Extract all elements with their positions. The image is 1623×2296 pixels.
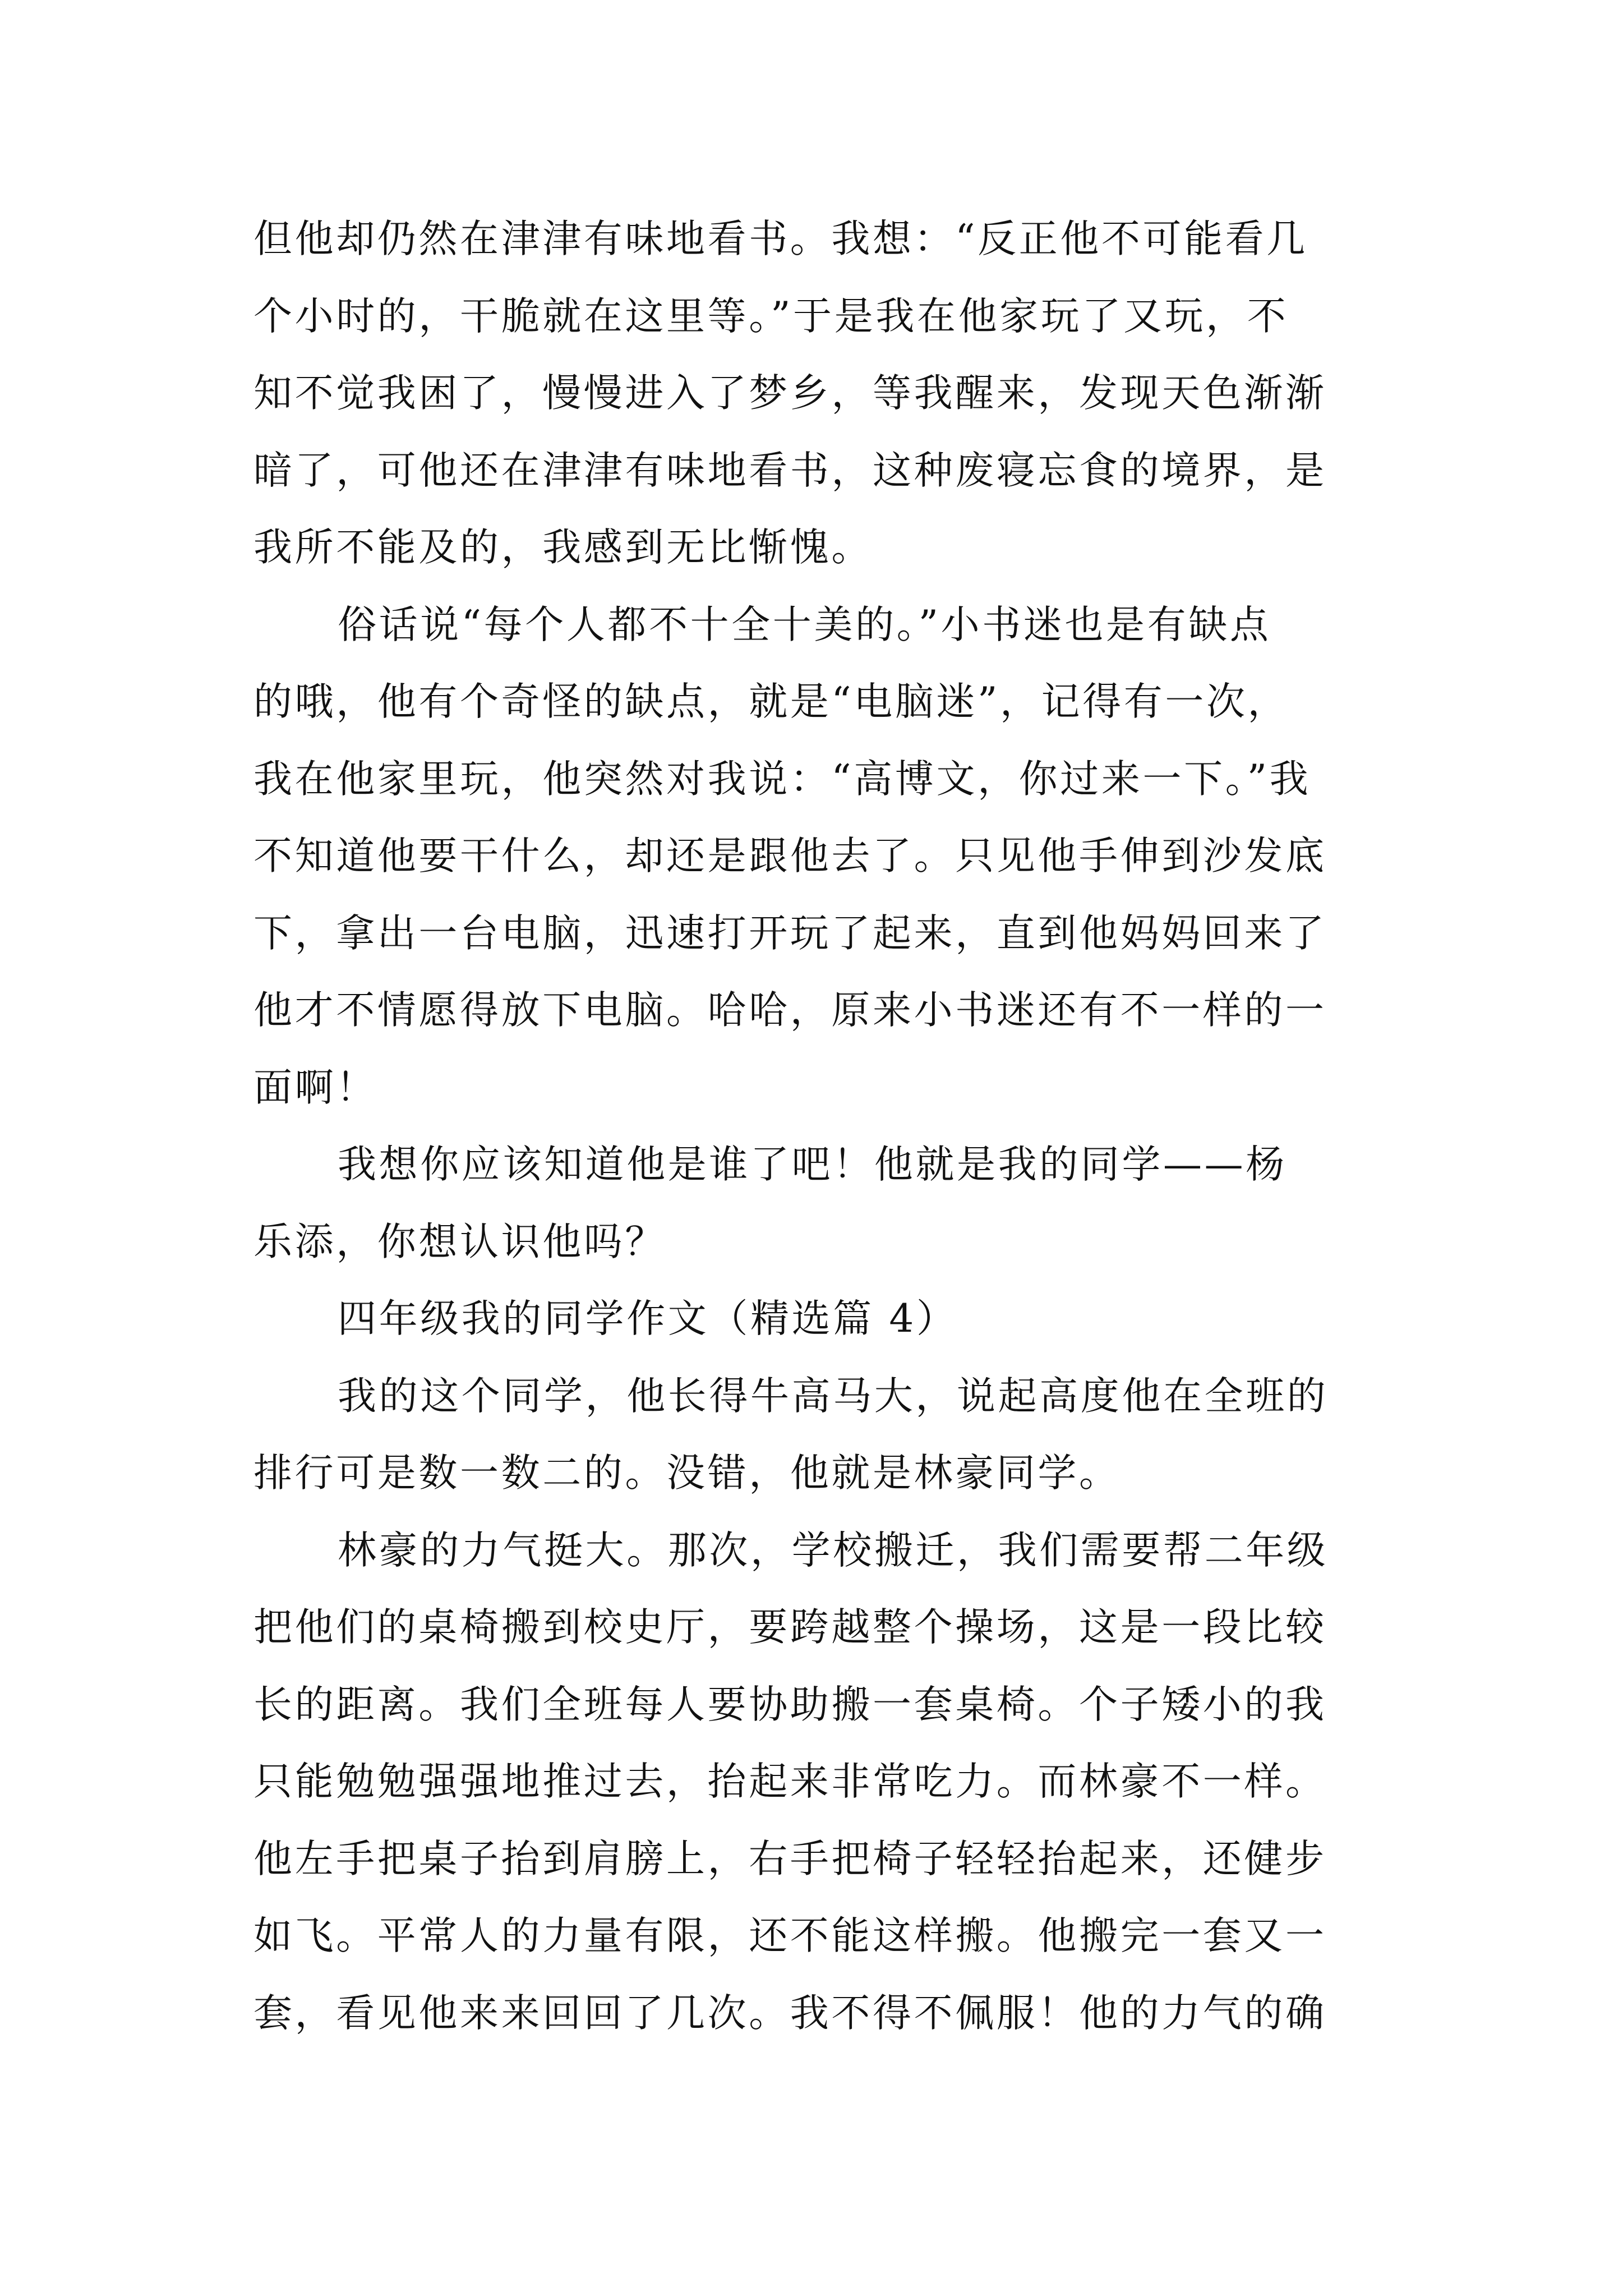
text-line: 我的这个同学，他长得牛高马大，说起高度他在全班的: [338, 1373, 1329, 1419]
text-line: 如飞。平常人的力量有限，还不能这样搬。他搬完一套又一: [253, 1913, 1327, 1958]
text-line: 我想你应该知道他是谁了吧！他就是我的同学——杨: [338, 1142, 1287, 1187]
text-line: 把他们的桌椅搬到校史厅，要跨越整个操场，这是一段比较: [253, 1605, 1327, 1650]
text-line: 下，拿出一台电脑，迅速打开玩了起来，直到他妈妈回来了: [253, 910, 1327, 956]
body-text: [253, 201, 1389, 2052]
text-line: 知不觉我困了，慢慢进入了梦乡，等我醒来，发现天色渐渐: [253, 371, 1327, 416]
text-line: 排行可是数一数二的。没错，他就是林豪同学。: [253, 1451, 1121, 1496]
text-line: 暗了，可他还在津津有味地看书，这种废寝忘食的境界，是: [253, 448, 1327, 493]
text-line: 我在他家里玩，他突然对我说：“高博文，你过来一下。”我: [253, 756, 1311, 802]
text-line: 俗话说“每个人都不十全十美的。”小书迷也是有缺点: [338, 602, 1271, 647]
text-line: 他才不情愿得放下电脑。哈哈，原来小书迷还有不一样的一: [253, 988, 1327, 1033]
text-line: 的哦，他有个奇怪的缺点，就是“电脑迷”，记得有一次，: [253, 679, 1289, 724]
text-line: 个小时的，干脆就在这里等。”于是我在他家玩了又玩，不: [253, 293, 1289, 339]
text-line: 四年级我的同学作文（精选篇 4）: [338, 1296, 958, 1341]
text-line: 套，看见他来来回回了几次。我不得不佩服！他的力气的确: [253, 1990, 1327, 2036]
text-line: 我所不能及的，我感到无比惭愧。: [253, 525, 873, 570]
text-line: 林豪的力气挺大。那次，学校搬迁，我们需要帮二年级: [338, 1527, 1329, 1573]
text-line: 长的距离。我们全班每人要协助搬一套桌椅。个子矮小的我: [253, 1682, 1327, 1727]
text-line: 他左手把桌子抬到肩膀上，右手把椅子轻轻抬起来，还健步: [253, 1836, 1327, 1881]
text-line: 面啊！: [253, 1065, 377, 1110]
text-line: 但他却仍然在津津有味地看书。我想：“反正他不可能看几: [253, 217, 1308, 261]
text-line: 不知道他要干什么，却还是跟他去了。只见他手伸到沙发底: [253, 834, 1327, 878]
text-line: 乐添，你想认识他吗？: [253, 1219, 666, 1264]
text-line: 只能勉勉强强地推过去，抬起来非常吃力。而林豪不一样。: [253, 1759, 1327, 1804]
